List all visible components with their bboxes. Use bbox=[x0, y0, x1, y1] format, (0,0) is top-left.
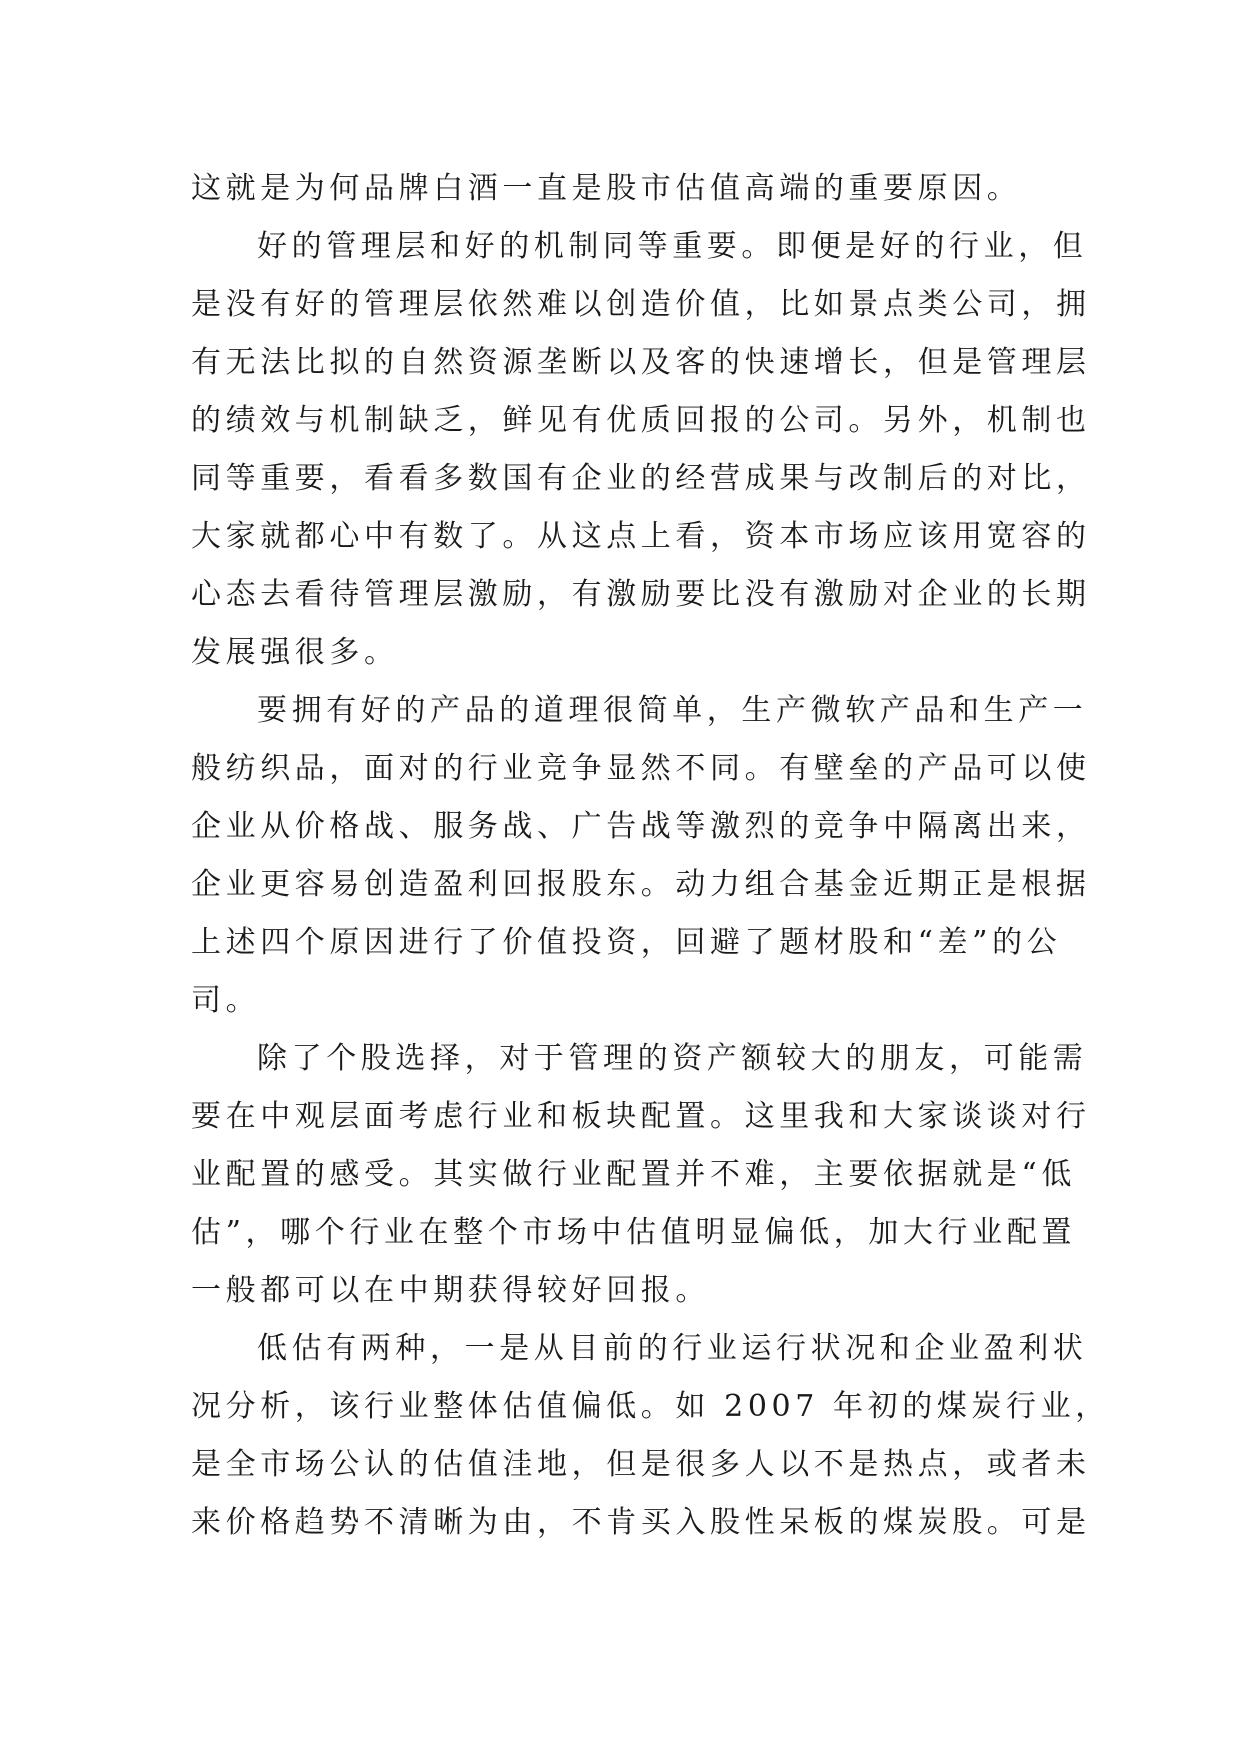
text-line: 这就是为何品牌白酒一直是股市估值高端的重要原因。 bbox=[191, 171, 1022, 206]
text-line: 是全市场公认的估值洼地，但是很多人以不是热点，或者未 bbox=[191, 1447, 1091, 1482]
paragraph-first-line: 好的管理层和好的机制同等重要。即便是好的行业，但 bbox=[257, 229, 1088, 264]
text-line: 企业更容易创造盈利回报股东。动力组合基金近期正是根据 bbox=[191, 867, 1091, 902]
body-text bbox=[191, 160, 1110, 1552]
text-line: 要在中观层面考虑行业和板块配置。这里我和大家谈谈对行 bbox=[191, 1099, 1091, 1134]
text-line: 估”，哪个行业在整个市场中估值明显偏低，加大行业配置 bbox=[191, 1215, 1076, 1250]
text-line: 上述四个原因进行了价值投资，回避了题材股和“差”的公 bbox=[191, 925, 1062, 960]
text-line: 有无法比拟的自然资源垄断以及客的快速增长，但是管理层 bbox=[191, 345, 1091, 380]
text-line: 况分析，该行业整体估值偏低。如 2007 年初的煤炭行业， bbox=[191, 1389, 1110, 1424]
text-line: 同等重要，看看多数国有企业的经营成果与改制后的对比， bbox=[191, 461, 1091, 496]
text-line: 是没有好的管理层依然难以创造价值，比如景点类公司，拥 bbox=[191, 287, 1091, 322]
paragraph-first-line: 低估有两种，一是从目前的行业运行状况和企业盈利状 bbox=[257, 1331, 1088, 1366]
text-line: 心态去看待管理层激励，有激励要比没有激励对企业的长期 bbox=[191, 577, 1091, 612]
text-line: 司。 bbox=[191, 983, 261, 1018]
paragraph-first-line: 要拥有好的产品的道理很简单，生产微软产品和生产一 bbox=[257, 693, 1088, 728]
text-line: 来价格趋势不清晰为由，不肯买入股性呆板的煤炭股。可是 bbox=[191, 1505, 1091, 1540]
text-line: 的绩效与机制缺乏，鲜见有优质回报的公司。另外，机制也 bbox=[191, 403, 1091, 438]
text-line: 大家就都心中有数了。从这点上看，资本市场应该用宽容的 bbox=[191, 519, 1091, 554]
text-line: 企业从价格战、服务战、广告战等激烈的竞争中隔离出来， bbox=[191, 809, 1091, 844]
text-line: 般纺织品，面对的行业竞争显然不同。有壁垒的产品可以使 bbox=[191, 751, 1091, 786]
text-line: 业配置的感受。其实做行业配置并不难，主要依据就是“低 bbox=[191, 1157, 1076, 1192]
text-line: 一般都可以在中期获得较好回报。 bbox=[191, 1273, 710, 1308]
text-line: 发展强很多。 bbox=[191, 635, 399, 670]
paragraph-first-line: 除了个股选择，对于管理的资产额较大的朋友，可能需 bbox=[257, 1041, 1088, 1076]
